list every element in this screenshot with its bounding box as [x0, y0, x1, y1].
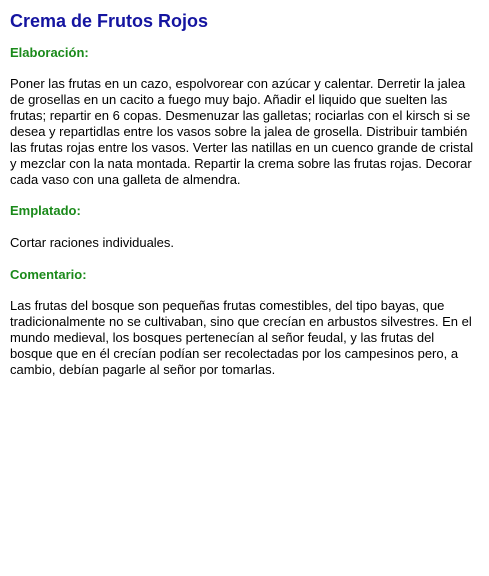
section-text-elaboracion: Poner las frutas en un cazo, espolvorear con azúcar y calentar. Derretir la jalea de grosellas en un cacito a fuego muy bajo. Añadir el liquido que suelten las frutas; repartir en 6 copas. Desmenuzar las galletas; rociarlas con el kirsch si se desea y repartidlas entre los vasos sobre la jalea de grosella. Distribuir también las frutas rojas entre los vasos. Verter las natillas en un cuenco grande de cristal y mezclar con la nata montada. Repartir la crema sobre las frutas rojas. Decorar cada vaso con una galleta de almendra. — [10, 76, 474, 187]
page-title: Crema de Frutos Rojos — [10, 11, 209, 31]
section-heading-emplatado: Emplatado: — [10, 203, 81, 218]
section-heading-elaboracion: Elaboración: — [10, 45, 89, 60]
section-heading-comentario: Comentario: — [10, 267, 87, 282]
section-text-comentario: Las frutas del bosque son pequeñas frutas comestibles, del tipo bayas, que tradicionalmente no se cultivaban, sino que crecían en arbustos silvestres. En el mundo medieval, los bosques pertenecían al señor feudal, y las frutas del bosque que en él crecían podían ser recolectadas por los campesinos pero, a cambio, debían pagarle al señor por tomarlas. — [10, 298, 472, 377]
section-text-emplatado: Cortar raciones individuales. — [10, 235, 175, 250]
